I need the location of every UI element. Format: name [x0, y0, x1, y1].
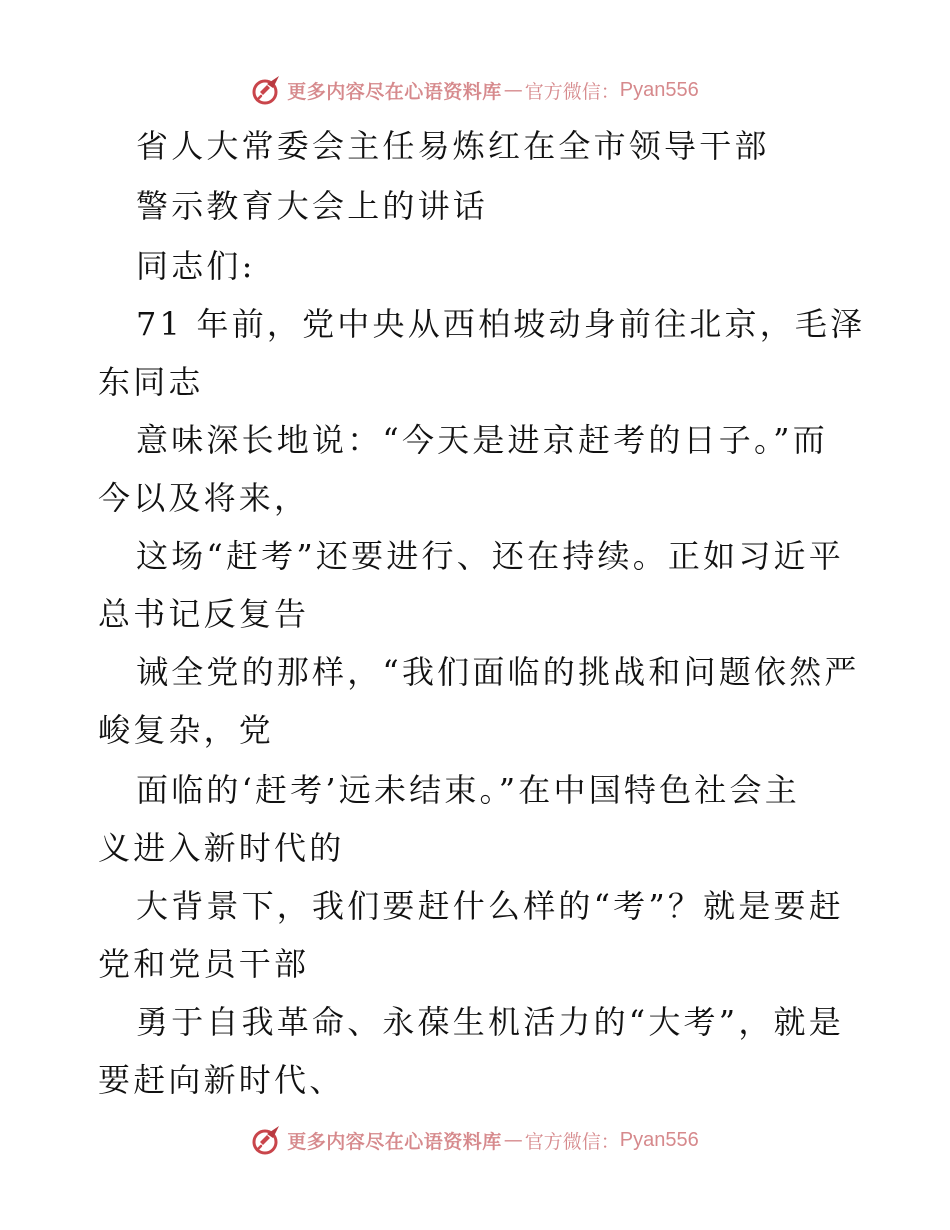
paragraph-line: 面临的‘赶考’远未结束。”在中国特色社会主: [136, 771, 800, 809]
paragraph-line: 总书记反复告: [98, 595, 310, 633]
watermark-separator: —: [503, 79, 523, 101]
paragraph-line: 意味深长地说：“今天是进京赶考的日子。”而: [136, 421, 828, 459]
title-line-2: 警示教育大会上的讲话: [136, 187, 489, 225]
watermark-wechat-id: Pyan556: [619, 1128, 699, 1151]
watermark-site-text: 更多内容尽在心语资料库: [287, 1130, 502, 1153]
paragraph-line: 党和党员干部: [98, 945, 310, 983]
header-watermark: [0, 70, 950, 110]
watermark-wechat-id: Pyan556: [619, 78, 699, 101]
paragraph-line: 诫全党的那样，“我们面临的挑战和问题依然严: [136, 653, 860, 691]
paragraph-line: 勇于自我革命、永葆生机活力的“大考”，就是: [136, 1003, 844, 1041]
quill-logo-icon: [251, 74, 283, 106]
salutation: 同志们:: [136, 247, 256, 285]
watermark-label: 官方微信：: [524, 1130, 620, 1153]
title-line-1: 省人大常委会主任易炼红在全市领导干部: [136, 127, 770, 165]
watermark-separator: —: [503, 1129, 523, 1151]
quill-logo-icon: [251, 1124, 283, 1156]
paragraph-line: 71 年前，党中央从西柏坡动身前往北京，毛泽: [136, 305, 866, 343]
watermark-label: 官方微信：: [524, 80, 620, 103]
paragraph-line: 要赶向新时代、: [98, 1061, 345, 1099]
paragraph-line: 峻复杂，党: [98, 711, 275, 749]
watermark-site-text: 更多内容尽在心语资料库: [287, 80, 502, 103]
paragraph-line: 今以及将来，: [98, 479, 310, 517]
paragraph-line: 东同志: [98, 363, 204, 401]
footer-watermark: [0, 1120, 950, 1160]
paragraph-line: 大背景下，我们要赶什么样的“考”？就是要赶: [136, 887, 844, 925]
paragraph-line: 义进入新时代的: [98, 829, 345, 867]
paragraph-line: 这场“赶考”还要进行、还在持续。正如习近平: [136, 537, 844, 575]
